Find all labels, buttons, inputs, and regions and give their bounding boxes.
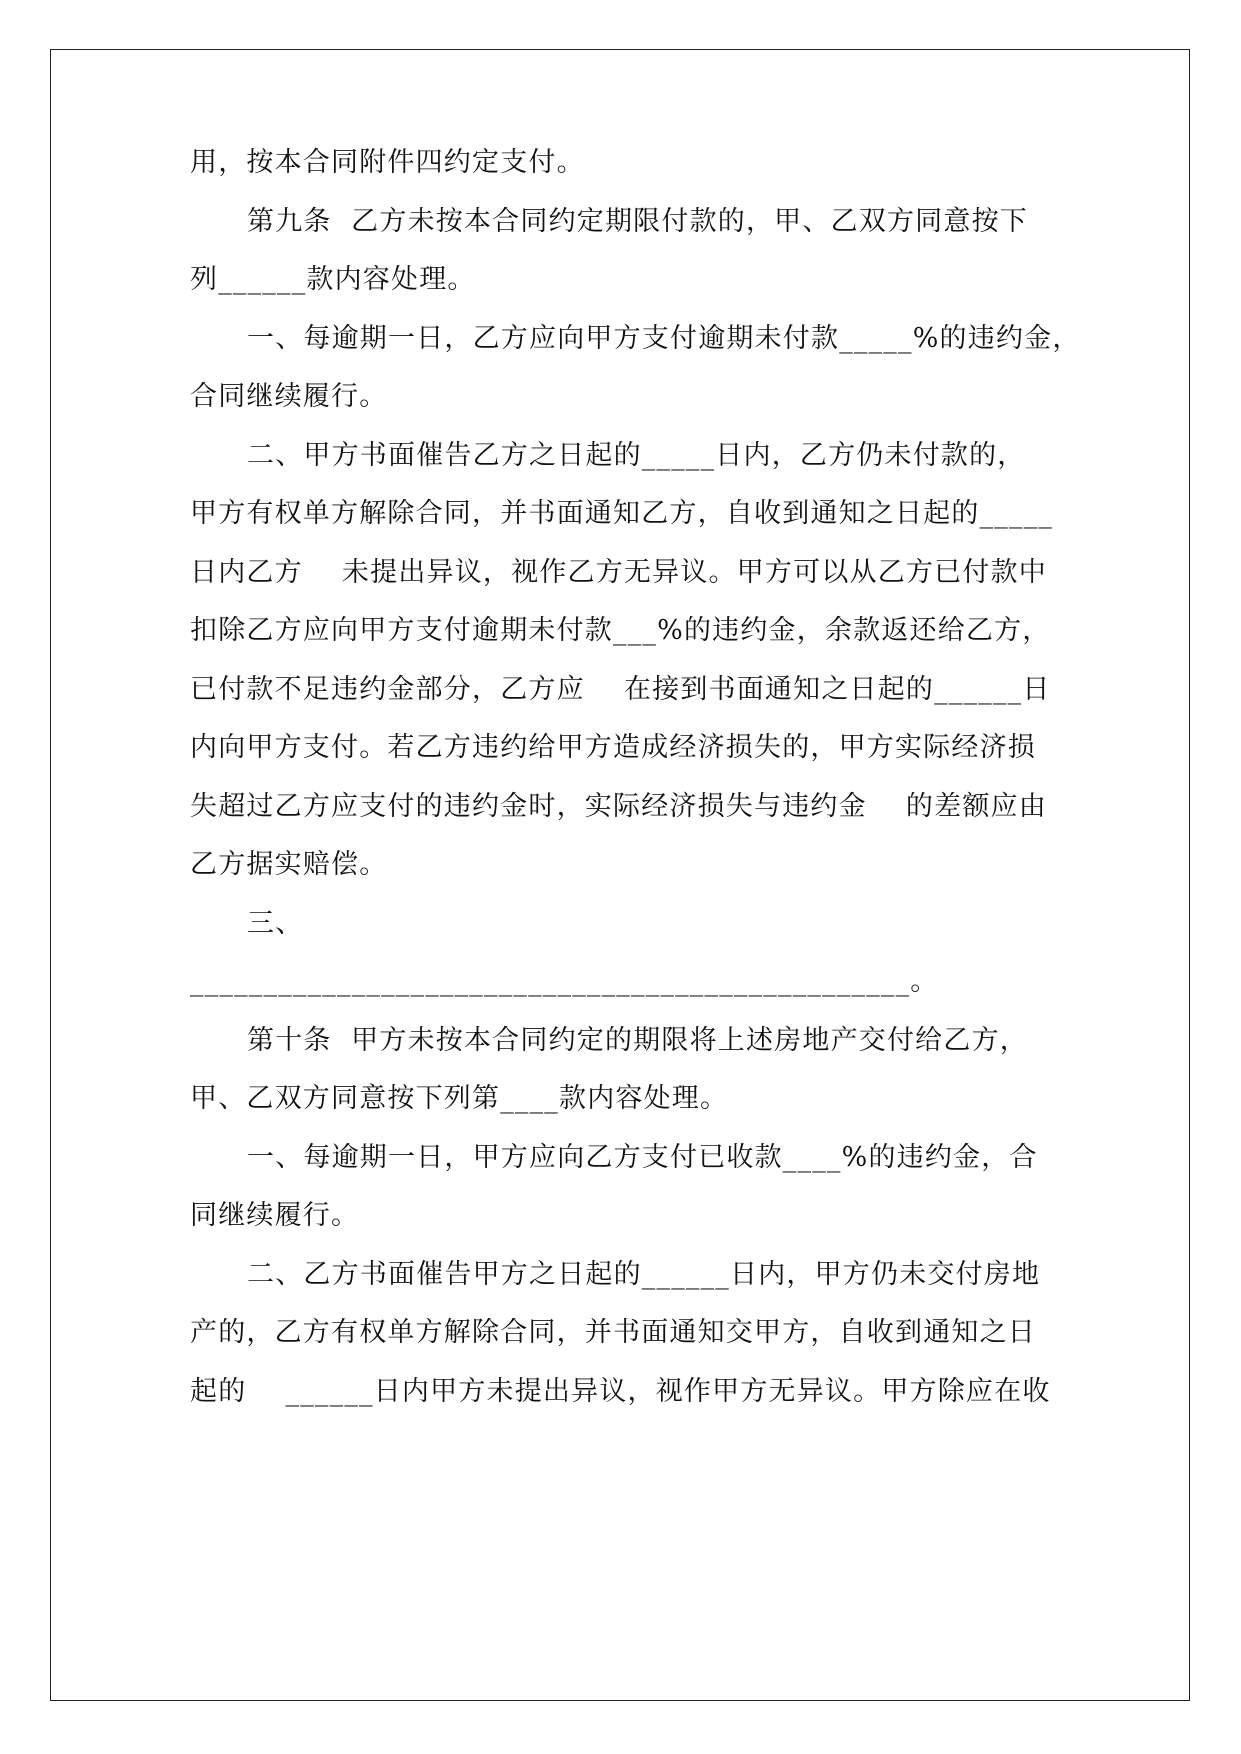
text-line: 用，按本合同附件四约定支付。 [190, 147, 585, 178]
text-line: 同继续履行。 [190, 1200, 360, 1231]
text-line: 列______款内容处理。 [190, 264, 476, 295]
text-line: 已付款不足违约金部分，乙方应 在接到书面通知之日起的______日 [190, 674, 1051, 705]
clause-item: 二、甲方书面催告乙方之日起的_____日内，乙方仍未付款的， [247, 440, 1026, 471]
clause-item: 三、 [247, 908, 304, 939]
clause-item: 一、每逾期一日，乙方应向甲方支付逾期未付款_____%的违约金， [247, 323, 1081, 354]
text-line: 甲、乙双方同意按下列第____款内容处理。 [190, 1083, 729, 1114]
text-line: 内向甲方支付。若乙方违约给甲方造成经济损失的，甲方实际经济损 [190, 732, 1036, 763]
text-line: 合同继续履行。 [190, 381, 388, 412]
article-9-heading: 第九条 乙方未按本合同约定期限付款的，甲、乙双方同意按下 [247, 206, 1028, 237]
text-line: 日内乙方 未提出异议，视作乙方无异议。甲方可以从乙方已付款中 [190, 557, 1047, 588]
text-line: 起的 ______日内甲方未提出异议，视作甲方无异议。甲方除应在收 [190, 1376, 1051, 1407]
clause-item: 一、每逾期一日，甲方应向乙方支付已收款____%的违约金，合 [247, 1142, 1038, 1173]
text-line: 失超过乙方应支付的违约金时，实际经济损失与违约金 的差额应由 [190, 791, 1047, 822]
text-line: 产的，乙方有权单方解除合同，并书面通知交甲方，自收到通知之日 [190, 1317, 1036, 1348]
text-line: 乙方据实赔偿。 [190, 849, 388, 880]
text-line: 甲方有权单方解除合同，并书面通知乙方，自收到通知之日起的_____ [190, 498, 1054, 529]
clause-item: 二、乙方书面催告甲方之日起的______日内，甲方仍未交付房地 [247, 1259, 1041, 1290]
blank-fill-line: _________________________________________________。 [190, 966, 939, 997]
article-10-heading: 第十条 甲方未按本合同约定的期限将上述房地产交付给乙方， [247, 1025, 1028, 1056]
text-line: 扣除乙方应向甲方支付逾期未付款___%的违约金，余款返还给乙方， [190, 615, 1051, 646]
